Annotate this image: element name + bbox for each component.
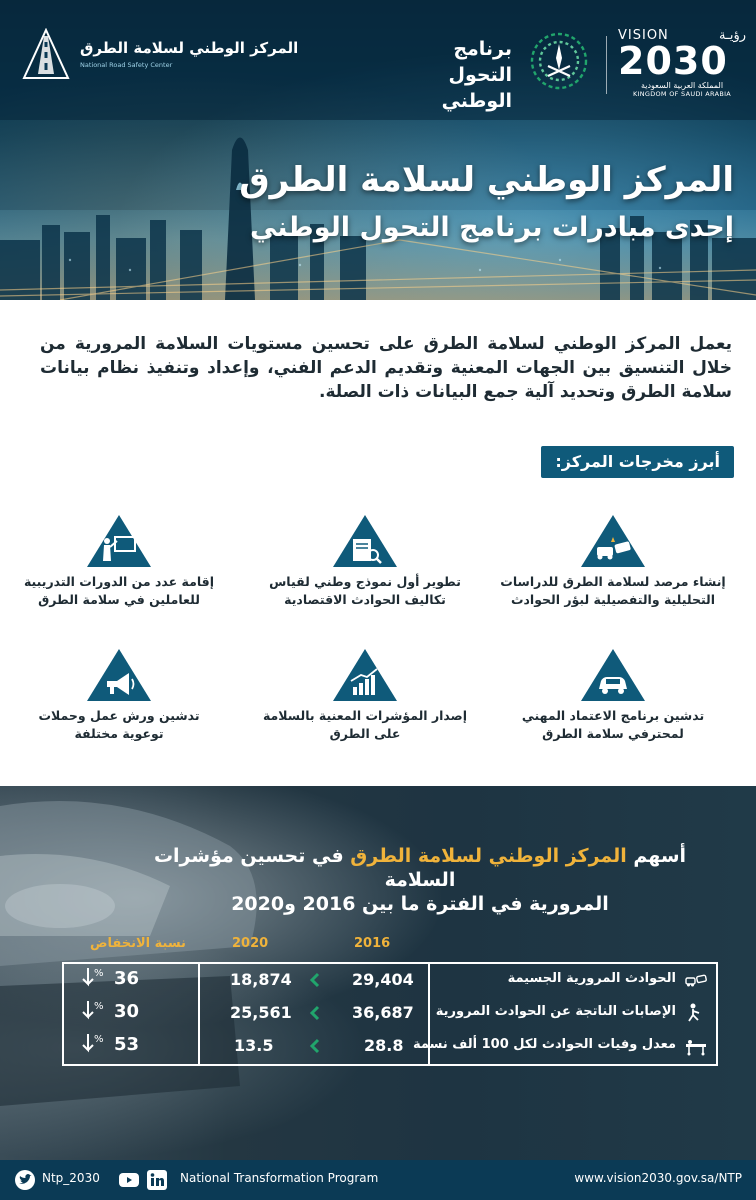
megaphone-icon [85,647,153,703]
footer [0,1160,756,1200]
reduction-value: 36 [114,968,140,989]
header-banner [0,0,756,300]
nrsc-logo-arabic: المركز الوطني لسلامة الطرق [80,39,299,57]
nrsc-logo-english: National Road Safety Center [80,61,173,69]
chevron-left-icon [308,1038,322,1054]
stats-table [62,962,718,1066]
down-arrow-percent-icon [80,1032,104,1060]
chevron-left-icon [308,1005,322,1021]
stretcher-icon [684,1034,708,1058]
value-2020: 13.5 [234,1036,274,1055]
percent-sign: % [94,1034,104,1045]
table-row [64,964,716,997]
stats-title-prefix: أسهم [633,845,687,867]
value-2016: 36,687 [352,1003,414,1022]
vision-arabic-word: رؤيـة [719,28,746,43]
vision-kingdom-english: KINGDOM OF SAUDI ARABIA [632,90,732,98]
reduction-value: 30 [114,1001,140,1022]
table-row [64,1030,716,1063]
stats-title-suffix: في تحسين مؤشرات السلامة [153,845,456,891]
output-item [0,647,244,743]
output-line: للعاملين في سلامة الطرق [38,592,200,607]
column-header-2020: 2020 [232,936,269,951]
column-header-2016: 2016 [354,936,391,951]
value-2016: 29,404 [352,970,414,989]
table-row [64,997,716,1030]
value-2020: 18,874 [230,970,292,989]
value-2020: 25,561 [230,1003,292,1022]
vision-word: VISION [618,28,669,43]
linkedin-icon[interactable] [146,1169,168,1191]
vision-year: 2030 [618,39,728,83]
column-header-reduction: نسبة الانخفاض [90,936,186,951]
car-crash-icon [579,513,647,569]
saudi-emblem-icon [528,30,590,92]
stats-section [0,786,756,1160]
ntp-title-line2: الوطني [441,90,512,112]
youtube-icon[interactable] [118,1169,140,1191]
trainer-presentation-icon [85,513,153,569]
chevron-left-icon [308,972,322,988]
output-line: التحليلية والتفصيلية لبؤر الحوادث [510,592,716,607]
outputs-grid [0,505,756,770]
output-line: إصدار المؤشرات المعنية بالسلامة [262,708,468,723]
program-name: National Transformation Program [180,1171,379,1185]
output-item [488,647,738,743]
value-2016: 28.8 [364,1036,404,1055]
percent-sign: % [94,968,104,979]
output-item [0,513,244,609]
outputs-heading: أبرز مخرجات المركز: [541,446,734,478]
output-line: إقامة عدد من الدورات التدريبية [23,574,215,589]
row-label: الحوادث المرورية الجسيمة [507,971,676,986]
city-skyline-image [0,120,756,300]
injury-icon [684,1001,708,1025]
nrsc-logo [22,28,298,80]
output-line: على الطرق [329,726,401,741]
intro-paragraph: يعمل المركز الوطني لسلامة الطرق على تحسين مستويات السلامة المرورية من خلال التنسيق بين الجهات المعنية وتقديم الدعم الفني، وإعداد وتنفيذ نظام بيانات سلامة الطرق وتحديد آلية جمع البيانات ذات الصلة. [40,334,732,402]
vision-kingdom-arabic: المملكة العربية السعودية [640,81,724,90]
output-item [488,513,738,609]
output-line: تكاليف الحوادث الاقتصادية [284,592,446,607]
output-line: تدشين برنامج الاعتماد المهني [521,708,705,723]
row-label: معدل وفيات الحوادث لكل 100 ألف نسمة [413,1037,676,1052]
hero-subtitle: إحدى مبادرات برنامج التحول الوطني [249,212,734,243]
output-item [240,513,490,609]
output-line: إنشاء مرصد لسلامة الطرق للدراسات [500,574,726,589]
stats-title-highlight: المركز الوطني لسلامة الطرق [350,845,627,867]
twitter-handle[interactable]: Ntp_2030 [42,1171,100,1185]
bar-chart-icon [331,647,399,703]
row-label: الإصابات الناتجة عن الحوادث المرورية [435,1004,676,1019]
crash-icon [684,968,708,992]
twitter-icon[interactable] [14,1169,36,1191]
reduction-value: 53 [114,1034,140,1055]
hero-title: المركز الوطني لسلامة الطرق [239,160,734,200]
stats-title [120,844,720,916]
website-link[interactable]: www.vision2030.gov.sa/NTP [574,1171,742,1185]
percent-sign: % [94,1001,104,1012]
down-arrow-percent-icon [80,999,104,1027]
stats-title-line2: المرورية في الفترة ما بين 2016 و2020 [231,893,609,915]
output-line: توعوية مختلفة [74,726,164,741]
report-analysis-icon [331,513,399,569]
output-line: لمحترفي سلامة الطرق [542,726,684,741]
ntp-title-line1: برنامج التحول [448,38,512,86]
output-item [240,647,490,743]
car-icon [579,647,647,703]
road-logo-icon [22,28,70,80]
nrsc-logo-text [80,39,298,69]
output-line: تطوير أول نموذج وطني لقياس [269,574,461,589]
output-line: تدشين ورش عمل وحملات [38,708,200,723]
vision-2030-logo [618,28,746,98]
down-arrow-percent-icon [80,966,104,994]
logo-divider [606,36,607,94]
ntp-logo-title [392,36,512,114]
